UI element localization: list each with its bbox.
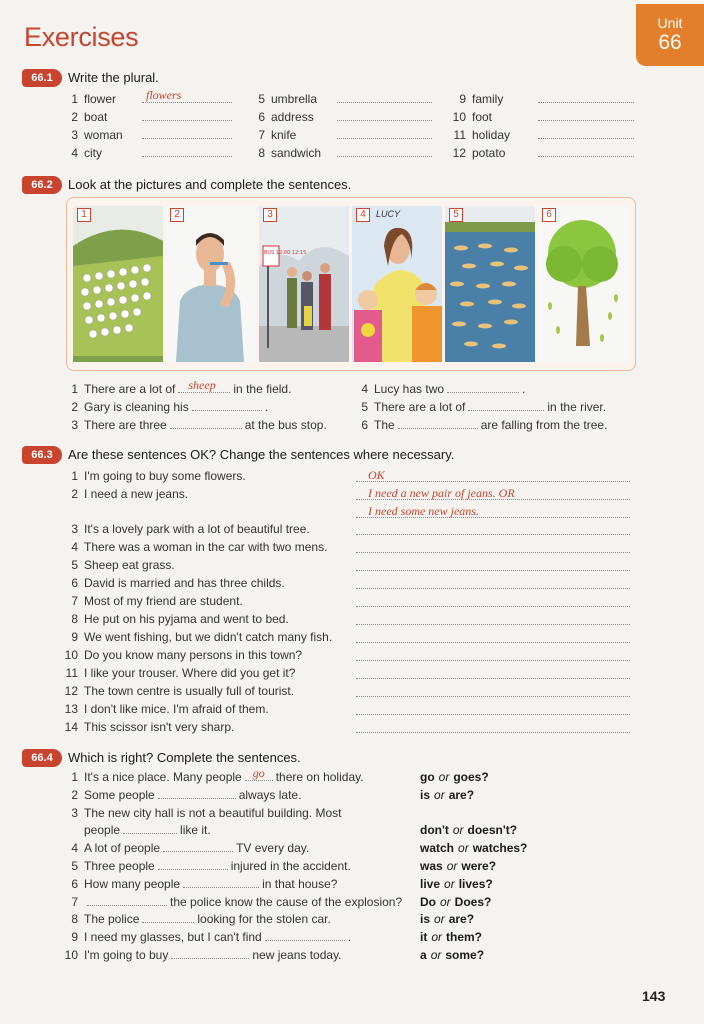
answer-blank[interactable] <box>538 146 634 157</box>
sentence-text: There was a woman in the car with two mens. <box>84 540 328 554</box>
sentence-text: David is married and has three childs. <box>84 576 285 590</box>
sentence-text: He put on his pyjama and went to bed. <box>84 612 289 626</box>
choice-sentence <box>60 788 301 802</box>
item-number: 4 <box>71 146 78 160</box>
answer-blank[interactable] <box>123 823 177 834</box>
item-number: 1 <box>71 469 78 483</box>
page-title: Exercises <box>24 22 139 52</box>
sentence-text: This scissor isn't very sharp. <box>84 720 235 734</box>
sentence-end: . <box>347 930 352 945</box>
answer-line[interactable] <box>356 592 630 607</box>
sentence-text: We went fishing, but we didn't catch many fish. <box>84 630 333 644</box>
choice-sentence <box>60 859 351 873</box>
sentence-start: Gary is cleaning his <box>84 400 189 414</box>
lucy-label: LUCY <box>376 209 401 219</box>
option-or: or <box>440 894 451 909</box>
item-number: 4 <box>71 841 78 856</box>
singular-word: woman <box>84 128 123 142</box>
fish-river-illustration <box>445 206 535 362</box>
exercise-instruction: Which is right? Complete the sentences. <box>68 750 301 765</box>
sentence-start: There are a lot of <box>84 382 176 396</box>
item-number: 3 <box>71 522 78 536</box>
sentence-item <box>60 630 332 644</box>
item-number: 9 <box>459 92 466 106</box>
answer-line[interactable] <box>356 646 630 661</box>
choice-options <box>420 930 482 944</box>
option-b: are? <box>448 787 475 802</box>
answer-blank[interactable] <box>245 766 273 781</box>
choice-sentence <box>60 912 331 926</box>
sentence-start: people <box>84 823 121 838</box>
answer-blank[interactable] <box>468 400 544 411</box>
choice-options <box>420 877 493 891</box>
plural-item <box>247 92 432 106</box>
exercise-instruction: Write the plural. <box>68 70 159 85</box>
answer-blank[interactable] <box>538 92 634 103</box>
sentence-text: I don't like mice. I'm afraid of them. <box>84 702 269 716</box>
sentence-item <box>60 612 289 626</box>
answer-blank[interactable] <box>142 110 232 121</box>
singular-word: family <box>472 92 504 106</box>
item-number: 9 <box>71 930 78 945</box>
sentence-item <box>60 594 243 608</box>
option-or: or <box>430 948 442 962</box>
picture-number: 2 <box>170 208 184 222</box>
sentence-text: I like your trouser. Where did you get it? <box>84 666 296 680</box>
singular-word: knife <box>271 128 297 142</box>
answer-line[interactable] <box>356 520 630 535</box>
picture-number: 1 <box>77 208 91 222</box>
item-number: 13 <box>64 702 78 716</box>
choice-options <box>420 948 484 962</box>
item-number: 7 <box>258 128 265 142</box>
picture-tree <box>538 206 628 362</box>
item-number: 7 <box>71 894 78 909</box>
sentence-item <box>60 522 310 536</box>
sentence-item <box>60 666 295 680</box>
answer-line[interactable] <box>356 485 630 500</box>
item-number: 14 <box>64 720 78 734</box>
answer-blank[interactable] <box>337 128 432 139</box>
sentence-end: looking for the stolen car. <box>197 912 331 927</box>
answer-line[interactable] <box>356 718 630 733</box>
item-number: 3 <box>71 128 78 142</box>
answer-line[interactable] <box>356 700 630 715</box>
item-number: 5 <box>258 92 265 106</box>
sentence-text: It's a lovely park with a lot of beautiful tree. <box>84 522 310 536</box>
exercise-badge: 66.4 <box>22 749 62 767</box>
choice-options <box>420 841 527 855</box>
answer-line[interactable] <box>356 556 630 571</box>
page-number: 143 <box>642 988 666 1004</box>
singular-word: umbrella <box>271 92 318 106</box>
sentence-text: The town centre is usually full of tourist. <box>84 684 295 698</box>
item-number: 5 <box>361 400 368 414</box>
exercise-instruction: Look at the pictures and complete the sentences. <box>68 177 352 192</box>
sentence-start: How many people <box>84 876 181 891</box>
written-answer: I need some new jeans. <box>368 504 479 518</box>
option-b: Does? <box>454 894 492 909</box>
picture-strip <box>66 197 636 371</box>
sentence-start: It's a nice place. Many people <box>84 770 242 784</box>
option-or: or <box>458 841 469 856</box>
item-number: 6 <box>258 110 265 124</box>
choice-options <box>420 895 491 909</box>
exercise-badge: 66.1 <box>22 69 62 87</box>
answer-blank[interactable] <box>142 88 232 103</box>
answer-blank[interactable] <box>538 128 634 139</box>
singular-word: flower <box>84 92 117 106</box>
exercise-badge: 66.3 <box>22 446 62 464</box>
item-number: 3 <box>71 418 78 432</box>
choice-sentence <box>60 930 351 944</box>
plural-item <box>448 92 634 106</box>
item-number: 8 <box>71 912 78 927</box>
choice-options <box>420 859 496 873</box>
bus-sign-text: BUS 12:00 12:15 <box>264 250 307 256</box>
picture-sentence <box>350 418 607 432</box>
picture-number: 6 <box>542 208 556 222</box>
sentence-start: Some people <box>84 787 155 802</box>
item-number: 7 <box>71 594 78 608</box>
singular-word: foot <box>472 110 493 124</box>
choice-options <box>420 788 474 802</box>
option-or: or <box>431 930 443 945</box>
sheep-field-illustration <box>73 206 163 362</box>
singular-word: city <box>84 146 102 160</box>
option-b: were? <box>461 859 497 873</box>
written-answer: flowers <box>146 88 182 102</box>
answer-blank[interactable] <box>337 92 432 103</box>
sentence-start: Lucy has two <box>374 382 445 396</box>
answer-line[interactable] <box>356 503 630 518</box>
option-b: lives? <box>458 876 493 891</box>
exercise-instruction: Are these sentences OK? Change the sentences where necessary. <box>68 447 455 462</box>
picture-sentence <box>60 418 327 432</box>
item-number: 1 <box>71 382 78 396</box>
answer-line[interactable] <box>356 628 630 643</box>
option-or: or <box>434 912 445 927</box>
picture-sentence <box>60 378 292 396</box>
sentence-start: I need my glasses, but I can't find <box>84 930 262 945</box>
written-answer: sheep <box>188 378 216 392</box>
answer-line[interactable] <box>356 467 630 482</box>
sentence-text: Do you know many persons in this town? <box>84 648 303 662</box>
option-b: watches? <box>472 841 528 856</box>
item-number: 12 <box>452 146 466 160</box>
plural-item <box>448 110 634 124</box>
option-a: a <box>420 948 427 962</box>
plural-item <box>60 128 232 142</box>
unit-tab <box>636 4 704 66</box>
sentence-end: in the river. <box>547 400 607 414</box>
answer-blank[interactable] <box>142 146 232 157</box>
choice-sentence <box>60 948 342 962</box>
option-a: live <box>420 876 441 891</box>
sentence-start: A lot of people <box>84 841 161 856</box>
sentence-end: like it. <box>180 823 211 838</box>
sentence-end: . <box>264 400 269 414</box>
sentence-item <box>60 648 302 662</box>
answer-blank[interactable] <box>337 110 432 121</box>
plural-item <box>60 146 232 160</box>
picture-number: 3 <box>263 208 277 222</box>
written-answer: I need a new pair of jeans. OR <box>368 486 515 500</box>
sentence-text: Most of my friend are student. <box>84 594 243 608</box>
exercise-badge: 66.2 <box>22 176 62 194</box>
choice-options <box>420 912 474 926</box>
sentence-item <box>60 469 246 483</box>
sentence-end: there on holiday. <box>275 770 364 784</box>
answer-blank[interactable] <box>142 912 194 923</box>
plural-item <box>60 88 232 106</box>
singular-word: potato <box>472 146 506 160</box>
item-number: 10 <box>452 110 466 124</box>
item-number: 4 <box>361 382 368 396</box>
item-number: 8 <box>258 146 265 160</box>
picture-sentence <box>350 400 606 414</box>
picture-gary <box>166 206 256 362</box>
plural-item <box>247 146 432 160</box>
sentence-start: There are three <box>84 418 167 432</box>
sentence-end: in that house? <box>262 876 338 891</box>
answer-blank[interactable] <box>183 877 259 888</box>
written-answer: OK <box>368 468 385 482</box>
answer-blank[interactable] <box>265 930 345 941</box>
answer-blank[interactable] <box>178 378 230 393</box>
picture-number: 4 <box>356 208 370 222</box>
item-number: 10 <box>64 648 78 662</box>
option-b: are? <box>448 912 475 927</box>
item-number: 6 <box>361 418 368 432</box>
option-a: Do <box>420 894 436 909</box>
plural-item <box>448 128 634 142</box>
bus-stop-illustration <box>259 206 349 362</box>
choice-sentence <box>60 895 402 909</box>
item-number: 8 <box>71 612 78 626</box>
answer-blank[interactable] <box>337 146 432 157</box>
item-number: 6 <box>71 576 78 590</box>
sentence-start: The <box>374 418 395 432</box>
choice-options <box>420 770 489 784</box>
answer-blank[interactable] <box>538 110 634 121</box>
answer-blank[interactable] <box>170 418 242 429</box>
sentence-item <box>60 684 294 698</box>
answer-line[interactable] <box>356 682 630 697</box>
lucy-and-children-illustration <box>352 206 442 362</box>
sentence-text: I'm going to buy some flowers. <box>84 469 246 483</box>
picture-lucy <box>352 206 442 362</box>
answer-line[interactable] <box>356 574 630 589</box>
sentence-end: always late. <box>238 787 302 802</box>
sentence-item <box>60 540 327 554</box>
item-number: 2 <box>71 487 78 501</box>
choice-sentence <box>60 877 337 891</box>
tree-leaves-illustration <box>538 206 628 362</box>
option-b: them? <box>446 930 483 945</box>
man-brushing-teeth-illustration <box>166 206 256 362</box>
item-number: 6 <box>71 876 78 891</box>
plural-item <box>60 110 232 124</box>
option-b: doesn't? <box>467 823 518 838</box>
sentence-end: . <box>522 382 526 396</box>
sentence-start: There are a lot of <box>374 400 466 414</box>
option-or: or <box>434 787 445 802</box>
sentence-start: The new city hall is not a beautiful building. Most <box>84 805 342 820</box>
choice-options <box>420 823 517 837</box>
option-a: it <box>420 930 428 945</box>
item-number: 9 <box>71 630 78 644</box>
option-a: go <box>420 770 435 784</box>
sentence-end: in the field. <box>233 382 292 396</box>
answer-blank[interactable] <box>158 788 236 799</box>
option-or: or <box>444 876 455 891</box>
picture-sentence <box>60 400 268 414</box>
option-a: don't <box>420 823 449 838</box>
answer-blank[interactable] <box>447 382 519 393</box>
option-or: or <box>452 823 464 838</box>
option-a: was <box>420 859 443 873</box>
item-number: 10 <box>64 948 78 962</box>
sentence-end: the police know the cause of the explosion? <box>170 894 403 909</box>
sentence-end: new jeans today. <box>252 948 342 962</box>
picture-sentence <box>350 382 525 396</box>
item-number: 12 <box>64 684 78 698</box>
sentence-item <box>60 720 234 734</box>
answer-line[interactable] <box>356 538 630 553</box>
written-answer: go <box>252 766 265 780</box>
choice-sentence <box>60 823 211 837</box>
sentence-item <box>60 487 188 501</box>
sentence-end: injured in the accident. <box>230 859 351 873</box>
option-b: some? <box>445 948 485 962</box>
answer-blank[interactable] <box>142 128 232 139</box>
sentence-start: Three people <box>84 859 155 873</box>
sentence-item <box>60 576 285 590</box>
plural-item <box>247 110 432 124</box>
sentence-item <box>60 702 269 716</box>
singular-word: address <box>271 110 314 124</box>
sentence-text: I need a new jeans. <box>84 487 189 501</box>
plural-item <box>448 146 634 160</box>
item-number: 2 <box>71 400 78 414</box>
item-number: 1 <box>71 92 78 106</box>
sentence-start: I'm going to buy <box>84 948 169 962</box>
item-number: 11 <box>65 666 78 680</box>
choice-sentence <box>60 841 309 855</box>
answer-blank[interactable] <box>171 948 249 959</box>
answer-blank[interactable] <box>158 859 228 870</box>
choice-sentence <box>60 766 364 784</box>
option-a: is <box>420 912 431 927</box>
item-number: 3 <box>71 805 78 820</box>
answer-line[interactable] <box>356 610 630 625</box>
option-or: or <box>446 859 458 873</box>
item-number: 4 <box>71 540 78 554</box>
picture-river <box>445 206 535 362</box>
option-a: watch <box>420 841 455 856</box>
answer-blank[interactable] <box>87 895 167 906</box>
choice-sentence <box>60 806 341 820</box>
sentence-end: at the bus stop. <box>244 418 327 432</box>
sentence-item <box>60 558 175 572</box>
sentence-text: Sheep eat grass. <box>84 558 175 572</box>
sentence-end: TV every day. <box>236 841 310 856</box>
item-number: 2 <box>71 787 78 802</box>
item-number: 11 <box>453 128 466 142</box>
picture-number: 5 <box>449 208 463 222</box>
answer-blank[interactable] <box>192 400 262 411</box>
answer-blank[interactable] <box>163 841 233 852</box>
picture-bus-stop <box>259 206 349 362</box>
plural-item <box>247 128 432 142</box>
sentence-end: are falling from the tree. <box>480 418 608 432</box>
singular-word: boat <box>84 110 108 124</box>
item-number: 2 <box>71 110 78 124</box>
singular-word: sandwich <box>271 146 322 160</box>
sentence-start: The police <box>84 912 140 927</box>
picture-sheep <box>73 206 163 362</box>
option-a: is <box>420 787 431 802</box>
answer-blank[interactable] <box>398 418 478 429</box>
singular-word: holiday <box>472 128 511 142</box>
option-b: goes? <box>453 770 489 784</box>
unit-number: 66 <box>658 31 682 54</box>
item-number: 5 <box>71 558 78 572</box>
item-number: 1 <box>71 770 78 784</box>
option-or: or <box>438 770 450 784</box>
answer-line[interactable] <box>356 664 630 679</box>
item-number: 5 <box>71 859 78 873</box>
unit-label: Unit <box>657 15 683 31</box>
